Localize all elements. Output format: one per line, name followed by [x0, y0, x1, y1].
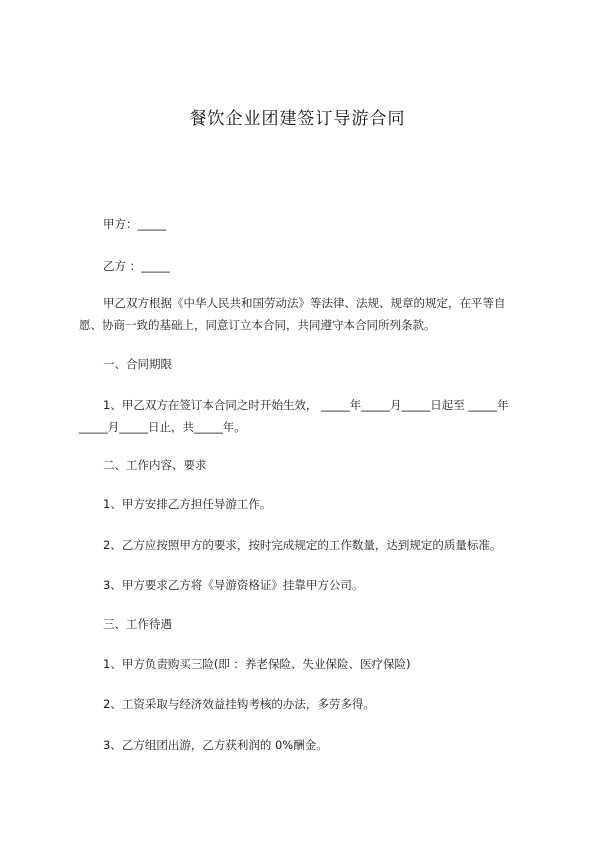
document-title: 餐饮企业团建签订导游合同: [189, 109, 406, 129]
section-3-item-2: 2、工资采取与经济效益挂钩考核的办法，多劳多得。: [103, 697, 375, 711]
party-b-line: 乙方 ：_____: [103, 259, 170, 273]
section-2-item-3: 3、甲方要求乙方将《导游资格证》挂靠甲方公司。: [103, 578, 364, 592]
section-1-item-1: 1、甲乙双方在签订本合同之时开始生效， _____年_____月_____日起至 _____年_____月_____日止，共_____年。: [79, 398, 509, 434]
party-a-line: 甲方：_____: [103, 217, 167, 231]
section-2-item-2: 2、乙方应按照甲方的要求，按时完成规定的工作数量，达到规定的质量标准。: [103, 538, 502, 552]
intro-paragraph: 甲乙双方根据《中华人民共和国劳动法》等法律、法规、规章的规定，在平等自愿、协商一致的基础上，同意订立本合同，共同遵守本合同所列条款。: [79, 296, 506, 332]
section-3-heading: 三、工作待遇: [103, 617, 172, 631]
section-3-item-1: 1、甲方负责购买三险(即 ：养老保险、失业保险、医疗保险): [103, 657, 411, 671]
section-1-heading: 一、合同期限: [103, 357, 172, 371]
section-3-item-3: 3、乙方组团出游，乙方获利润的 0%酬金。: [103, 738, 328, 752]
section-2-heading: 二、工作内容、要求: [103, 458, 207, 472]
section-2-item-1: 1、甲方安排乙方担任导游工作。: [103, 497, 272, 511]
